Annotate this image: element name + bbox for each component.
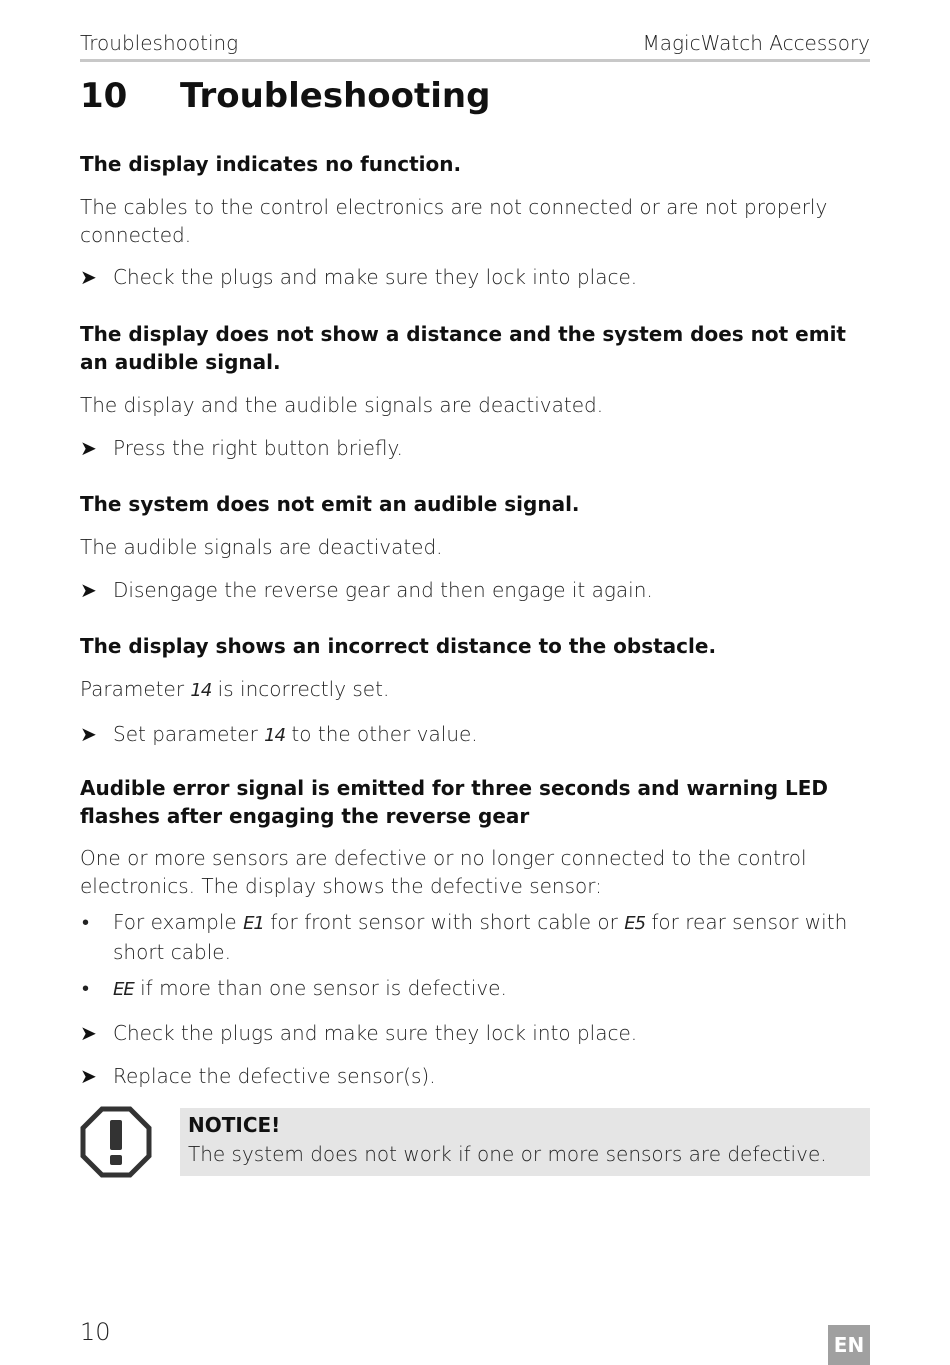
list-text-part: for front sensor with short cable or	[263, 910, 625, 934]
cause-text: The cables to the control electronics are not connected or are not properly connected.	[80, 195, 828, 247]
action-text: Disengage the reverse gear and then engage it again.	[113, 578, 653, 602]
arrow-icon: ➤	[80, 436, 97, 460]
cause-text-suffix: is incorrectly set.	[211, 677, 390, 701]
header-product-name: MagicWatch Accessory	[642, 31, 870, 55]
arrow-icon: ➤	[80, 1064, 97, 1088]
problem-heading: The display indicates no function.	[80, 152, 462, 176]
action-step	[80, 720, 870, 750]
chapter-number: 10	[80, 76, 128, 116]
cause-text: One or more sensors are defective or no longer connected to the control electronics. The display shows the defective sensor:	[80, 846, 807, 898]
cause-text	[80, 675, 870, 705]
action-text: Check the plugs and make sure they lock into place.	[113, 1021, 638, 1045]
notice-text: The system does not work if one or more sensors are defective.	[188, 1142, 827, 1166]
parameter-code: 14	[190, 680, 212, 701]
trouble-item-incorrect-distance	[80, 632, 870, 750]
bullet-icon: •	[82, 976, 90, 1000]
sensor-code: EE	[113, 979, 134, 1000]
action-step	[80, 1019, 870, 1047]
list-item-text	[113, 974, 507, 1004]
problem-heading: Audible error signal is emitted for three seconds and warning LED flashes after engaging the reverse gear	[80, 776, 828, 828]
trouble-item-no-signal	[80, 490, 870, 604]
cause-text: The display and the audible signals are deactivated.	[80, 393, 604, 417]
notice-box	[180, 1108, 870, 1176]
sensor-code: E1	[243, 913, 264, 934]
list-item-text	[113, 908, 870, 966]
trouble-item-no-function	[80, 150, 870, 291]
action-step	[80, 1062, 870, 1090]
sensor-code: E5	[624, 913, 646, 934]
arrow-icon: ➤	[80, 1021, 97, 1045]
list-item	[80, 908, 870, 966]
bullet-icon: •	[82, 910, 90, 934]
action-text	[113, 720, 478, 750]
cause-text-prefix: Parameter	[80, 677, 191, 701]
list-text-part: for rear sensor with short cable.	[113, 910, 848, 964]
parameter-code: 14	[264, 725, 286, 746]
action-text: Press the right button briefly.	[113, 436, 403, 460]
problem-heading: The display does not show a distance and the system does not emit an audible signal.	[80, 322, 846, 374]
running-header	[80, 28, 870, 62]
arrow-icon: ➤	[80, 265, 97, 289]
header-section-title: Troubleshooting	[80, 31, 239, 55]
action-text-suffix: to the other value.	[285, 722, 478, 746]
list-item	[80, 974, 870, 1004]
trouble-item-error-signal	[80, 774, 870, 1090]
chapter-title: Troubleshooting	[180, 76, 491, 116]
action-step	[80, 263, 870, 291]
list-text-part: if more than one sensor is defective.	[133, 976, 507, 1000]
arrow-icon: ➤	[80, 722, 97, 746]
arrow-icon: ➤	[80, 578, 97, 602]
notice-title: NOTICE!	[188, 1113, 281, 1137]
trouble-item-no-distance	[80, 320, 870, 462]
language-badge: EN	[828, 1325, 870, 1365]
page-number: 10	[80, 1318, 111, 1346]
action-text: Check the plugs and make sure they lock into place.	[113, 265, 638, 289]
cause-text: The audible signals are deactivated.	[80, 535, 443, 559]
action-text: Replace the defective sensor(s).	[113, 1064, 436, 1088]
problem-heading: The display shows an incorrect distance to the obstacle.	[80, 634, 717, 658]
action-step	[80, 576, 870, 604]
chapter-heading	[80, 76, 490, 116]
list-text-part: For example	[113, 910, 244, 934]
warning-exclamation-icon	[80, 1106, 152, 1178]
action-step	[80, 434, 870, 462]
action-text-prefix: Set parameter	[113, 722, 265, 746]
problem-heading: The system does not emit an audible signal.	[80, 492, 580, 516]
